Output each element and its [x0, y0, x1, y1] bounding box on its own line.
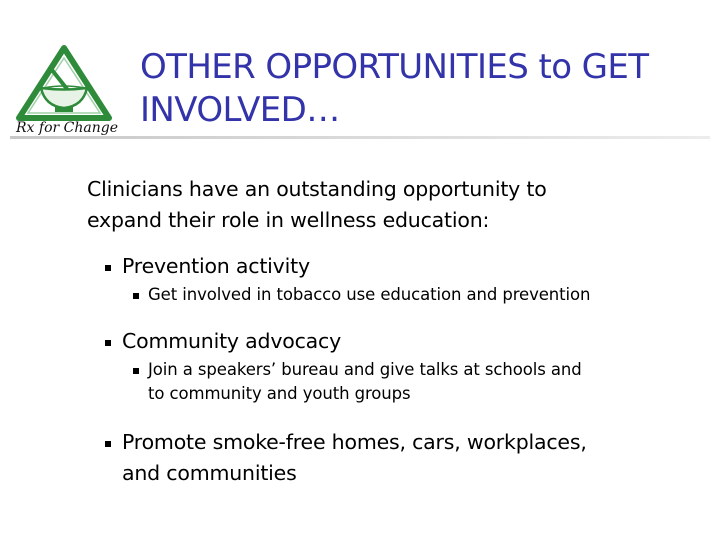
sub-bullet-speakers-bureau [133, 358, 693, 406]
slide-title-line-2: INVOLVED… [140, 90, 340, 130]
square-bullet-icon [133, 293, 139, 299]
title-divider [10, 136, 710, 139]
bullet-text: Prevention activity [122, 254, 310, 278]
intro-line-2: expand their role in wellness education: [87, 208, 490, 232]
square-bullet-icon [105, 441, 111, 447]
intro-line-1: Clinicians have an outstanding opportunity to [87, 177, 547, 201]
bullet-text [122, 427, 587, 489]
square-bullet-icon [105, 340, 111, 346]
mortar-and-pestle-icon [8, 44, 136, 136]
slide-title-line-1: OTHER OPPORTUNITIES to GET [140, 47, 649, 87]
bullet-prevention-activity [105, 251, 310, 282]
bullet-text: Community advocacy [122, 329, 342, 353]
sub-bullet-line-2: to community and youth groups [148, 384, 411, 403]
rx-for-change-logo [8, 44, 136, 136]
intro-paragraph [87, 174, 687, 236]
square-bullet-icon [133, 368, 139, 374]
sub-bullet-line-1: Join a speakers’ bureau and give talks at schools and [148, 360, 582, 379]
slide-title [140, 46, 710, 132]
svg-text:Rx for Change: Rx for Change [16, 120, 118, 136]
sub-bullet-text: Get involved in tobacco use education and prevention [148, 285, 591, 304]
bullet-smoke-free [105, 427, 587, 489]
bullet-line-1: Promote smoke-free homes, cars, workplaces, [122, 430, 587, 454]
sub-bullet-text [148, 358, 582, 406]
bullet-community-advocacy [105, 326, 341, 357]
sub-bullet-tobacco-education [133, 283, 693, 307]
bullet-line-2: and communities [122, 461, 297, 485]
square-bullet-icon [105, 265, 111, 271]
